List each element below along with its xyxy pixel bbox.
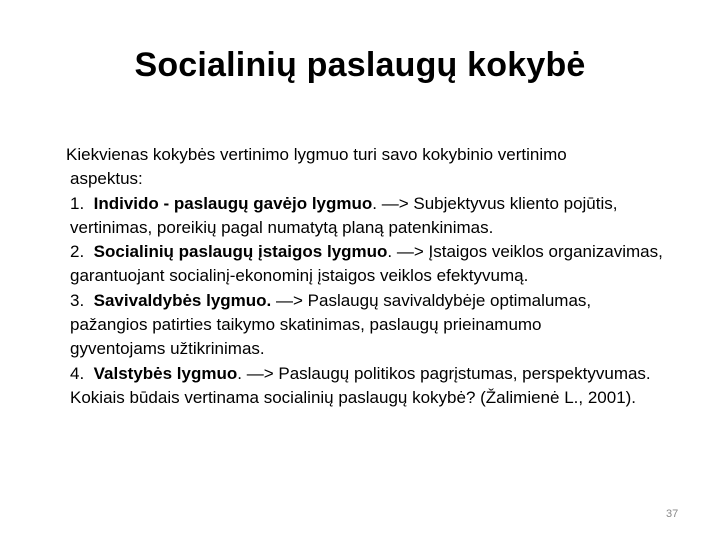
item-text: . —> Paslaugų politikos pagrįstumas, perspektyvumas. <box>237 363 651 383</box>
item-text: vertinimas, poreikių pagal numatytą planą patenkinimas. <box>70 217 494 237</box>
item-text: pažangios patirties taikymo skatinimas, paslaugų prieinamumo <box>70 315 542 335</box>
item-heading: Socialinių paslaugų įstaigos lygmuo <box>93 242 388 262</box>
slide-body <box>60 143 700 410</box>
item-number: 4. <box>70 363 85 383</box>
list-item-3 <box>60 289 700 313</box>
item-number: 2. <box>70 242 85 262</box>
intro-line: aspektus: <box>70 169 143 189</box>
item-text: . —> Subjektyvus kliento pojūtis, <box>372 193 618 213</box>
item-number: 1. <box>70 193 85 213</box>
list-item-1 <box>60 192 700 216</box>
item-heading: Valstybės lygmuo <box>93 363 238 383</box>
item-text: garantuojant socialinį-ekonominį įstaigos veiklos efektyvumą. <box>70 266 529 286</box>
item-number: 3. <box>70 290 85 310</box>
slide-title: Socialinių paslaugų kokybė <box>134 46 586 84</box>
page-number: 37 <box>666 508 679 520</box>
list-item-4 <box>60 362 700 386</box>
item-text: . —> Įstaigos veiklos organizavimas, <box>387 242 663 262</box>
closing-question: Kokiais būdais vertinama socialinių paslaugų kokybė? (Žalimienė L., 2001). <box>70 387 637 407</box>
item-text: —> Paslaugų savivaldybėje optimalumas, <box>271 290 592 310</box>
item-heading: Individo - paslaugų gavėjo lygmuo <box>93 193 373 213</box>
item-heading: Savivaldybės lygmuo. <box>93 290 272 310</box>
list-item-2 <box>60 240 700 264</box>
item-text: gyventojams užtikrinimas. <box>70 339 265 359</box>
intro-line: Kiekvienas kokybės vertinimo lygmuo turi savo kokybinio vertinimo <box>66 145 567 164</box>
